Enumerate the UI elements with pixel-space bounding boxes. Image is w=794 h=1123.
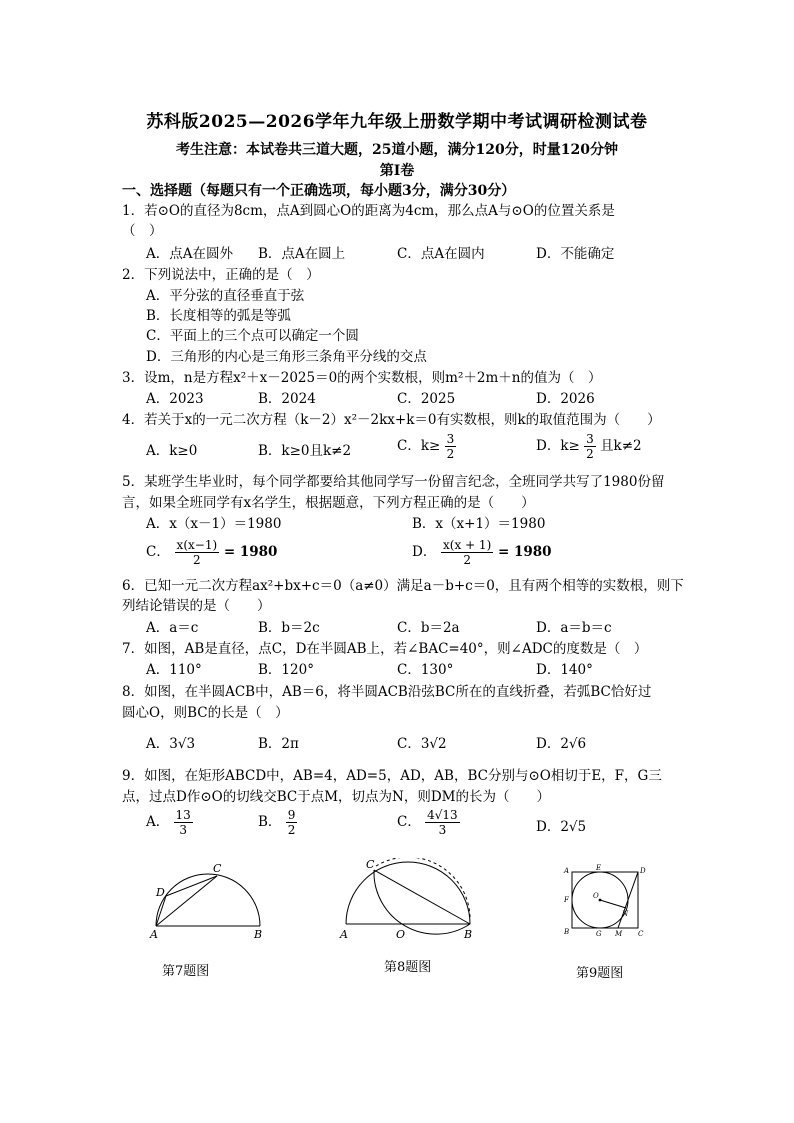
q8-option-a: A．3√3 bbox=[146, 736, 196, 752]
q5-option-c bbox=[146, 538, 277, 567]
q1-stem-cont: （ ） bbox=[122, 223, 163, 239]
page-title: 苏科版2025—2026学年九年级上册数学期中考试调研检测试卷 bbox=[146, 112, 648, 132]
fraction-numerator: 3 bbox=[586, 432, 594, 446]
q3-stem: 3．设m，n是方程x²＋x－2025＝0的两个实数根，则m²＋2m＋n的值为（ ） bbox=[122, 370, 602, 386]
radius-on bbox=[600, 900, 626, 908]
q4-option-c-fraction bbox=[445, 432, 457, 461]
q9-option-a-fraction bbox=[174, 808, 193, 837]
label-c: C bbox=[213, 862, 222, 875]
q6-option-c: C．b＝2a bbox=[397, 620, 460, 636]
q2-option-d: D．三角形的内心是三角形三条角平分线的交点 bbox=[146, 349, 427, 365]
label-c: C bbox=[638, 930, 644, 938]
q3-option-c: C．2025 bbox=[397, 391, 456, 407]
q4-option-d-suffix: 且k≠2 bbox=[600, 438, 642, 454]
q9-option-c bbox=[397, 808, 460, 837]
figure-9 bbox=[560, 864, 652, 940]
q6-option-b: B．b＝2c bbox=[258, 620, 320, 636]
label-o: O bbox=[396, 928, 406, 941]
q4-option-b: B．k≥0且k≠2 bbox=[258, 443, 352, 459]
q5-stem-cont: 言，如果全班同学有x名学生，根据题意，下列方程正确的是（ ） bbox=[122, 495, 535, 511]
chord-ac bbox=[156, 876, 217, 926]
figure-8 bbox=[336, 858, 481, 944]
q9-option-a bbox=[146, 808, 193, 837]
q7-option-c: C．130° bbox=[397, 662, 454, 678]
volume-heading: 第Ⅰ卷 bbox=[379, 163, 415, 179]
q4-option-c-prefix: C．k≥ bbox=[397, 438, 441, 454]
fraction-denominator: 2 bbox=[446, 447, 455, 461]
q9-option-b-fraction bbox=[286, 808, 298, 837]
q4-option-d-fraction bbox=[584, 432, 596, 461]
q9-option-b bbox=[258, 808, 297, 837]
label-o: O bbox=[593, 892, 599, 900]
q5-option-d bbox=[412, 538, 552, 567]
fraction-numerator: x(x + 1) bbox=[443, 538, 492, 552]
label-g: G bbox=[596, 930, 602, 938]
folded-arc bbox=[374, 870, 470, 934]
q5-option-a: A．x（x－1）＝1980 bbox=[146, 516, 282, 532]
fraction-numerator: x(x−1) bbox=[176, 538, 218, 552]
label-n: N bbox=[622, 910, 629, 918]
center-point bbox=[599, 899, 602, 902]
q7-stem: 7．如图，AB是直径，点C，D在半圆AB上，若∠BAC=40°，则∠ADC的度数是（ ） bbox=[122, 641, 648, 657]
q1-option-d: D．不能确定 bbox=[536, 246, 615, 262]
q2-option-c: C．平面上的三个点可以确定一个圆 bbox=[146, 328, 359, 344]
q2-stem: 2．下列说法中，正确的是（ ） bbox=[122, 267, 320, 283]
q5-option-c-prefix: C． bbox=[146, 544, 170, 560]
q9-option-c-prefix: C． bbox=[397, 814, 421, 830]
q3-option-d: D．2026 bbox=[536, 391, 595, 407]
fraction-denominator: 2 bbox=[193, 553, 201, 567]
label-b: B bbox=[464, 928, 473, 941]
q8-option-b: B．2π bbox=[258, 736, 299, 752]
q7-option-a: A．110° bbox=[146, 662, 202, 678]
q9-stem-cont: 点，过点D作⊙O的切线交BC于点M，切点为N，则DM的长为（ ） bbox=[122, 789, 550, 805]
q8-option-d: D．2√6 bbox=[536, 736, 587, 752]
q8-option-c: C．3√2 bbox=[397, 736, 447, 752]
q9-stem: 9．如图，在矩形ABCD中，AB=4，AD=5，AD，AB，BC分别与⊙O相切于E，F，G三 bbox=[122, 768, 662, 784]
figure-7 bbox=[140, 858, 275, 940]
original-arc-dashed bbox=[376, 858, 470, 920]
q5-option-d-fraction bbox=[441, 538, 493, 567]
q1-option-b: B．点A在圆上 bbox=[258, 246, 346, 262]
fraction-denominator: 3 bbox=[438, 823, 447, 837]
label-e: E bbox=[596, 864, 602, 872]
q6-option-d: D．a＝b＝c bbox=[536, 620, 612, 636]
q9-option-b-prefix: B． bbox=[258, 814, 282, 830]
fraction-denominator: 2 bbox=[287, 823, 296, 837]
label-a: A bbox=[150, 928, 158, 940]
fraction-numerator: 3 bbox=[446, 432, 455, 446]
fraction-denominator: 2 bbox=[586, 447, 594, 461]
label-f: F bbox=[564, 896, 569, 904]
section-heading: 一、选择题（每题只有一个正确选项，每小题3分，满分30分） bbox=[122, 183, 516, 199]
q4-stem: 4．若关于x的一元二次方程（k－2）x²－2kx+k＝0有实数根，则k的取值范围为（ ） bbox=[122, 412, 661, 428]
fraction-denominator: 2 bbox=[463, 553, 471, 567]
q1-option-c: C．点A在圆内 bbox=[397, 246, 485, 262]
fraction-denominator: 3 bbox=[179, 823, 187, 837]
fraction-numerator: 13 bbox=[175, 808, 191, 822]
q9-option-d: D．2√5 bbox=[536, 819, 587, 835]
q8-stem: 8．如图，在半圆ACB中，AB＝6，将半圆ACB沿弦BC所在的直线折叠，若弧BC恰好过 bbox=[122, 684, 652, 700]
q5-option-d-suffix: = 1980 bbox=[497, 544, 552, 560]
q5-stem: 5．某班学生毕业时，每个同学都要给其他同学写一份留言纪念，全班同学共写了1980份留 bbox=[122, 474, 665, 490]
q6-stem: 6．已知一元二次方程ax²+bx+c＝0（a≠0）满足a－b+c＝0，且有两个相等的实数根，则下 bbox=[122, 578, 684, 594]
exam-notice: 考生注意：本试卷共三道大题，25道小题，满分120分，时量120分钟 bbox=[176, 142, 618, 158]
label-c: C bbox=[366, 858, 375, 871]
q3-option-b: B．2024 bbox=[258, 391, 316, 407]
q8-stem-cont: 圆心O，则BC的长是（ ） bbox=[122, 705, 289, 721]
label-d: D bbox=[156, 886, 165, 899]
q4-option-a: A．k≥0 bbox=[146, 443, 198, 459]
label-b: B bbox=[254, 928, 263, 940]
q6-option-a: A．a＝c bbox=[146, 620, 199, 636]
chord-dc bbox=[166, 876, 217, 896]
q5-option-b: B．x（x+1）＝1980 bbox=[412, 516, 546, 532]
q6-stem-cont: 列结论错误的是（ ） bbox=[122, 598, 271, 614]
q5-option-c-fraction bbox=[175, 538, 220, 567]
q3-option-a: A．2023 bbox=[146, 391, 204, 407]
label-b: B bbox=[564, 928, 570, 936]
tangent-dm bbox=[618, 872, 638, 928]
label-m: M bbox=[615, 930, 623, 938]
q7-option-b: B．120° bbox=[258, 662, 314, 678]
label-d: D bbox=[640, 867, 646, 875]
q5-option-c-suffix: = 1980 bbox=[223, 544, 278, 560]
semicircle-arc bbox=[156, 874, 260, 926]
q1-option-a: A．点A在圆外 bbox=[146, 246, 233, 262]
q7-option-d: D．140° bbox=[536, 662, 593, 678]
chord-bc bbox=[374, 870, 470, 924]
q1-stem: 1．若⊙O的直径为8cm，点A到圆心O的距离为4cm，那么点A与⊙O的位置关系是 bbox=[122, 203, 615, 219]
fraction-numerator: 4√13 bbox=[427, 808, 458, 822]
figure-8-caption: 第8题图 bbox=[384, 960, 432, 975]
semicircle-arc bbox=[346, 862, 470, 924]
figure-9-caption: 第9题图 bbox=[576, 966, 624, 981]
q2-option-b: B．长度相等的弧是等弧 bbox=[146, 308, 291, 324]
q2-option-a: A．平分弦的直径垂直于弦 bbox=[146, 288, 305, 304]
q4-option-c bbox=[397, 432, 456, 461]
label-a: A bbox=[564, 867, 570, 875]
q5-option-d-prefix: D． bbox=[412, 544, 437, 560]
q9-option-a-prefix: A． bbox=[146, 814, 170, 830]
q4-option-d-prefix: D．k≥ bbox=[536, 438, 580, 454]
fraction-numerator: 9 bbox=[287, 808, 296, 822]
label-a: A bbox=[340, 928, 348, 941]
figure-7-caption: 第7题图 bbox=[162, 964, 210, 979]
q4-option-d bbox=[536, 432, 642, 461]
q9-option-c-fraction bbox=[425, 808, 460, 837]
